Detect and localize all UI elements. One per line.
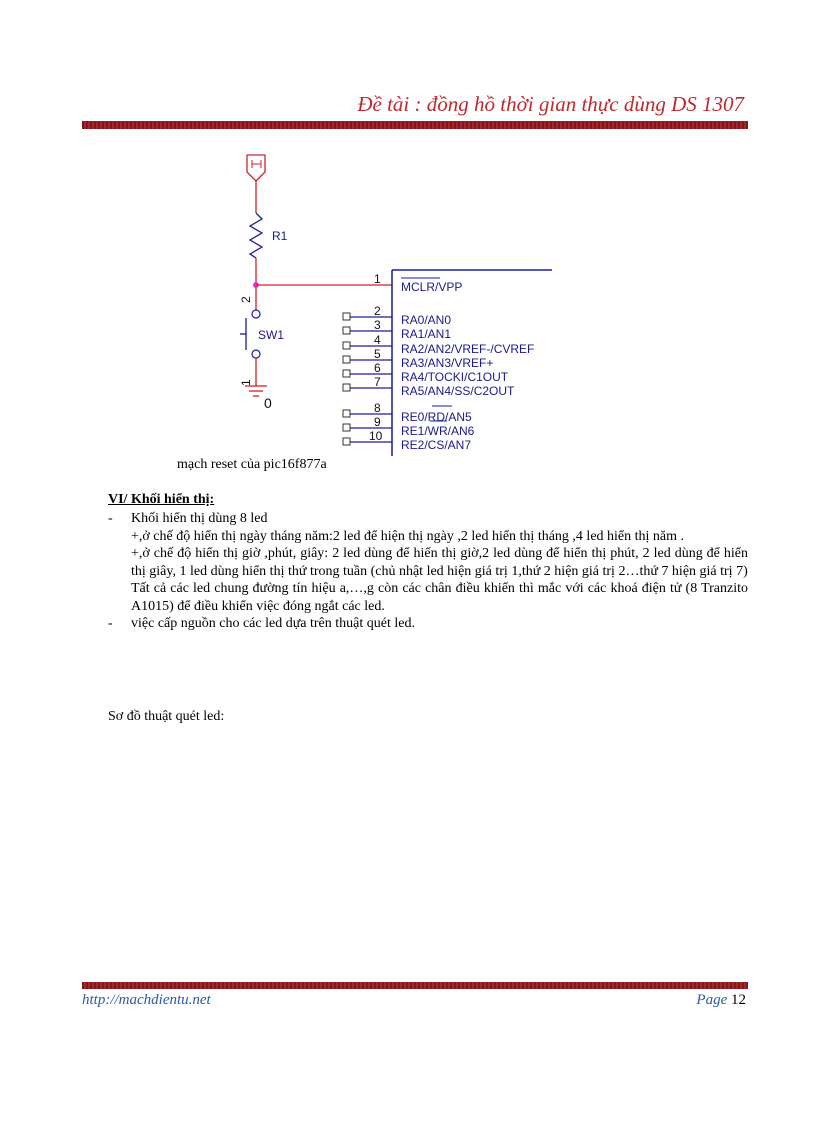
chip-pins <box>343 272 534 452</box>
pin-number: 7 <box>374 375 381 389</box>
switch-contact <box>252 350 260 358</box>
display-description-list <box>108 510 748 633</box>
list-item-text: Khối hiển thị dùng 8 led <box>131 511 268 526</box>
pin-name: MCLR/VPP <box>401 280 463 294</box>
pin-number: 6 <box>374 361 381 375</box>
list-item <box>108 615 748 633</box>
pin-number: 9 <box>374 415 381 429</box>
pin-number: 1 <box>374 272 381 286</box>
pin-name: RA2/AN2/VREF-/CVREF <box>401 342 535 356</box>
footer-rule <box>82 982 748 989</box>
pin-number: 10 <box>369 429 383 443</box>
pin-terminal <box>343 327 350 334</box>
pin-terminal <box>343 313 350 320</box>
list-item-text: việc cấp nguồn cho các led dựa trên thuật quét led. <box>131 616 415 631</box>
ground-label: 0 <box>264 395 272 411</box>
switch-pin-1: 1 <box>239 379 253 386</box>
pin-number: 5 <box>374 347 381 361</box>
pin-number: 8 <box>374 401 381 415</box>
resistor-label: R1 <box>272 229 288 243</box>
pin-number: 4 <box>374 333 381 347</box>
reset-circuit-schematic <box>0 0 816 470</box>
pin-name: RA4/TOCKI/C1OUT <box>401 370 509 384</box>
resistor-r1 <box>250 213 262 258</box>
list-bullet: - <box>108 511 113 526</box>
pin-number: 2 <box>374 304 381 318</box>
led-control-paragraph: Tất cả các led chung đường tín hiệu a,…,g còn các chân điều khiển thì mắc với các khoá điện tử (8 Tranzito A1015) để điều khiển việc đóng ngắt các led. <box>131 581 748 614</box>
pin-name: RE2/CS/AN7 <box>401 438 472 452</box>
switch-label: SW1 <box>258 328 285 342</box>
pin-name: RA5/AN4/SS/C2OUT <box>401 384 515 398</box>
date-mode-paragraph: +,ở chế độ hiển thị ngày tháng năm:2 led để hiện thị ngày ,2 led hiển thị tháng ,4 led hiển thị năm . <box>131 528 685 544</box>
footer-page-number <box>696 992 746 1009</box>
pin-terminal <box>343 370 350 377</box>
vcc-symbol <box>247 155 265 181</box>
page-label: Page <box>696 992 728 1008</box>
pin-name: RA0/AN0 <box>401 313 452 327</box>
list-item <box>108 510 748 615</box>
pin-terminal <box>343 438 350 445</box>
list-bullet: - <box>108 616 113 631</box>
pin-name: RE1/WR/AN6 <box>401 424 475 438</box>
scan-diagram-title: Sơ đồ thuật quét led: <box>108 709 225 724</box>
switch-pin-2: 2 <box>239 296 253 303</box>
pin-terminal <box>343 424 350 431</box>
pin-name: RA3/AN3/VREF+ <box>401 356 494 370</box>
section-title: VI/ Khối hiển thị: <box>108 492 215 507</box>
pin-name: RE0/RD/AN5 <box>401 410 472 424</box>
footer-link[interactable]: http://machdientu.net <box>82 992 211 1008</box>
switch-contact <box>252 310 260 318</box>
pin-terminal <box>343 384 350 391</box>
page-number: 12 <box>731 992 746 1008</box>
time-mode-paragraph: +,ở chế độ hiển thị giờ ,phút, giây: 2 led dùng để hiển thị giờ,2 led dùng để hiển thị phút, 2 led dùng để hiển thị giây, 1 led dùng hiển thị thứ trong tuần (chủ nhật led hiện giá trị 1,thứ 2 hiện giá trị 2…thứ 7 hiện giá trị 7) <box>131 546 748 579</box>
page-header-title: Đề tài : đồng hồ thời gian thực dùng DS 1307 <box>357 92 744 116</box>
pin-name: RA1/AN1 <box>401 327 452 341</box>
pin-terminal <box>343 356 350 363</box>
pin-number: 3 <box>374 318 381 332</box>
pin-terminal <box>343 410 350 417</box>
pin-terminal <box>343 342 350 349</box>
schematic-caption: mạch reset của pic16f877a <box>177 457 327 472</box>
